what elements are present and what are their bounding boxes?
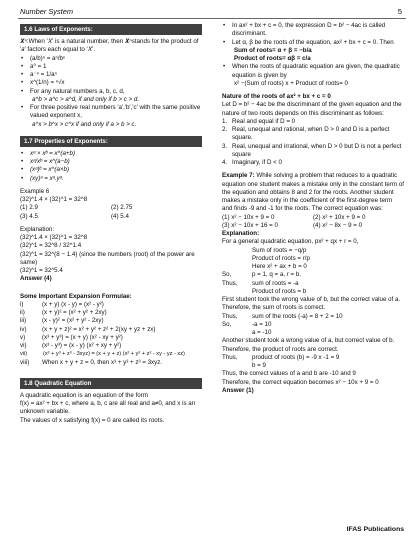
formula-item: [20, 334, 202, 342]
nature-case: [222, 118, 404, 126]
formula-index: viii): [20, 358, 30, 366]
formula-text: (x - y)² = (x² + y² - 2xy): [42, 317, 104, 325]
law-item-detail: a^b > a^c > a^d, if and only if b > c > d.: [32, 95, 140, 103]
nature-case: [222, 159, 404, 167]
explanation-title: Explanation:: [20, 225, 55, 233]
step-text: p = 1, q = a, r = b.: [252, 271, 302, 279]
expansion-formulae-title: Some Important Expansion Formulae:: [20, 292, 132, 300]
formula-index: iii): [20, 317, 27, 325]
law-item: • (a/b)ⁿ = aⁿ/bⁿ: [20, 55, 202, 63]
explanation-step: [222, 313, 404, 321]
property-item: • xᵃ × xᵇ = x^(a+b): [20, 150, 202, 158]
header-title: Number System: [20, 7, 73, 16]
formula-text: (x³ - y³) = (x - y) (x² + xy + y²): [42, 342, 122, 349]
law-item-detail: a^x > b^x > c^x if and only if a > b > c.: [32, 120, 137, 128]
quadratic-form-item: • When the roots of quadratic equation are given, the quadratic equation is given by: [222, 63, 404, 80]
step-text: product of roots (b) = -9 x -1 = 9: [252, 353, 340, 361]
explanation-step: a = -10: [252, 329, 272, 336]
explanation-step: b = 9: [252, 362, 266, 369]
nature-case: [222, 126, 404, 143]
step-label: Thus,: [222, 312, 238, 320]
quadratic-text: A quadratic equation is an equation of the form: [20, 391, 148, 399]
step-text: -a = 10: [252, 320, 272, 328]
explanation-step: [222, 271, 404, 279]
explanation-title: Explanation:: [222, 230, 260, 237]
option: (4) x² − 8x − 9 = 0: [313, 221, 363, 229]
formula-index: iv): [20, 325, 27, 333]
step-text: sum of roots = -a: [252, 279, 299, 287]
step-label: Thus,: [222, 279, 238, 287]
option-row: [222, 222, 404, 230]
explanation-step: For a general quadratic equation, px² + qx + r = 0,: [222, 238, 359, 246]
explanation-step: Sum of roots = −q/p: [252, 246, 307, 254]
formula-index: vii): [20, 351, 28, 358]
step-text: sum of the roots (-a) = 8 + 2 = 10: [252, 312, 343, 320]
sum-of-roots: Sum of roots= α + β = −b/a: [234, 46, 312, 54]
formula-text: (x + y)² = (x² + y² + 2xy): [42, 309, 107, 316]
formula-item: [20, 359, 202, 367]
quadratic-text: f(x) = ax² + bx + c, where a, b, c are all real and a≠0, and x is an unknown variable.: [20, 400, 196, 416]
roots-item: • Let α, β be the roots of the equation, ax² + bx + c = 0. Then: [222, 39, 404, 47]
formula-index: ii): [20, 309, 25, 316]
explanation-step: Another student took a wrong value of a, but correct value of b.: [222, 337, 395, 345]
step-label: Thus,: [222, 353, 238, 361]
option-row: [20, 213, 202, 221]
property-item: • xᵃ/xᵇ = x^(a−b): [20, 158, 202, 166]
formula-index: v): [20, 333, 26, 341]
explanation-step: [222, 280, 404, 288]
explanation-step: (32)^1 = 32^5.4: [20, 267, 63, 274]
case-text: Real, unequal and irrational, when D > 0 but D is not a perfect square: [232, 142, 402, 158]
option: (3) 4.5: [20, 212, 38, 220]
product-of-roots: Product of roots= αβ = c/a: [234, 55, 311, 62]
formula-text: (x³ + y³) = (x + y) (x² - xy + y²): [42, 333, 123, 341]
formula-index: vi): [20, 342, 27, 349]
law-item: • x^(1/n) = ⁿ√x: [20, 79, 202, 87]
right-column: [222, 22, 404, 395]
case-text: Real and equal if D = 0: [232, 117, 296, 125]
answer: Answer (1): [222, 386, 254, 394]
section-properties-heading: 1.7 Properties of Exponents:: [20, 136, 202, 147]
formula-item: [20, 317, 202, 325]
option-row: [20, 204, 202, 212]
formula-item: [20, 301, 202, 309]
explanation-step: Product of roots = r/p: [252, 254, 310, 262]
option: (2) 2.75: [111, 204, 133, 212]
explanation-step: Thus, the correct values of a and b are -10 and 9: [222, 370, 356, 378]
law-item: • For three positive real numbers ′a′,′b′,′c′ with the same positive valued exponent x,: [20, 104, 202, 121]
explanation-step: First student took the wrong value of b, but the correct value of a. Therefore, the sum of roots is correct.: [222, 296, 401, 312]
discriminant-item: • In ax² + bx + c = 0, the expression D = b² − 4ac is called discriminant.: [222, 22, 404, 39]
step-label: So,: [222, 271, 232, 279]
quadratic-form-formula: x² −(Sum of roots) x + Product of roots= 0: [234, 79, 349, 87]
case-number: 2.: [222, 126, 228, 133]
formula-item: [20, 342, 202, 350]
law-item: • a⁻ⁿ = 1/aⁿ: [20, 71, 202, 79]
answer: Answer (4): [20, 275, 52, 283]
case-number: 3.: [222, 142, 228, 150]
step-label: So,: [222, 320, 232, 328]
explanation-step: (32)^1.4 × (32)^1 = 32^8: [20, 234, 88, 241]
option: (4) 5.4: [111, 212, 129, 220]
property-item: • (xᵃ)ᵇ = x^(a×b): [20, 166, 202, 174]
nature-text: Let D = b² − 4ac be the discriminant of the given equation and the nature of two roots depends on this discriminant as follows:: [222, 101, 402, 117]
option: (1) x² − 10x + 9 = 0: [222, 213, 275, 221]
case-number: 4.: [222, 159, 228, 166]
formula-text: (x + y) (x - y) = (x² - y²): [42, 300, 104, 308]
section-quadratic-heading: 1.8 Quadratic Equation: [20, 378, 202, 389]
example-7-text: While solving a problem that reduces to a quadratic equation one student makes a mistake only in the constant term of the equation and obtains 8 and 2 for the roots. Another student makes a mistake only in the coefficient of the first-degree term and finds -9 and -1 for the roots. The correct equation was:: [222, 172, 404, 213]
explanation-step: [222, 354, 404, 362]
explanation-step: [222, 321, 404, 329]
example-7-label: Example 7:: [222, 172, 255, 180]
nature-title: Nature of the roots of ax² + bx + c = 0: [222, 93, 331, 100]
formula-item: [20, 326, 202, 334]
formula-text: (x³ + y³ + z³ - 3xyz) = (x + y + z) (x² + y² + z² - xy - yz - xz): [43, 351, 185, 358]
section-laws-heading: 1.6 Laws of Exponents:: [20, 24, 202, 35]
option: (3) x² − 10x + 16 = 0: [222, 221, 278, 229]
explanation-step: (32)^1 = 32^8 / 32^1.4: [20, 242, 82, 250]
explanation-step: (32)^1 = 32^(8 − 1.4) (since the numbers (root) of the power are same): [20, 250, 195, 266]
example-title: Example 6: [20, 187, 50, 195]
formula-index: i): [20, 300, 24, 308]
formula-item: [20, 309, 202, 317]
option: (2) x² + 10x + 9 = 0: [313, 213, 366, 221]
explanation-step: Therefore, the correct equation becomes x² − 10x + 9 = 0: [222, 378, 379, 386]
property-item: • (xy)ᵃ = xᵃ.yᵃ.: [20, 175, 202, 183]
law-item: • For any natural numbers a, b, c, d,: [20, 88, 202, 96]
exponent-definition: 𝑿ⁿ:When ′𝑋′ is a natural number, then 𝑿ⁿstands for the product of ′𝑎′ factors each equal to ′𝑋′.: [20, 38, 199, 54]
nature-case: [222, 143, 404, 160]
explanation-step: Therefore, the product of roots are correct.: [222, 345, 339, 353]
formula-text: When x + y + z = 0, then x³ + y³ + z³ = 3xyz.: [42, 358, 163, 366]
publisher-footer: IFAS Publications: [346, 526, 404, 533]
formula-item: [20, 350, 202, 358]
example-question: (32)^1.4 × (32)^1 = 32^8: [20, 196, 88, 203]
example-7: [222, 172, 404, 213]
left-column: [20, 22, 202, 425]
explanation-step: Here x² + ax + b = 0: [252, 263, 307, 270]
quadratic-text: The values of x satisfying f(x) = 0 are called its roots.: [20, 416, 165, 424]
formula-text: (x + y + z)² = x² + y² + z² + 2(xy + yz + zx): [42, 325, 156, 333]
case-text: Real, unequal and rational, when D > 0 and D is a perfect square.: [232, 126, 390, 142]
page-header: [18, 6, 406, 19]
case-number: 1.: [222, 117, 228, 125]
case-text: Imaginary, if D < 0: [232, 159, 282, 166]
option-row: [222, 214, 404, 222]
option: (1) 2.9: [20, 204, 38, 212]
explanation-step: Product of roots = b: [252, 287, 307, 295]
law-item: • a⁰ = 1: [20, 63, 202, 71]
page-number: 5: [397, 7, 402, 16]
